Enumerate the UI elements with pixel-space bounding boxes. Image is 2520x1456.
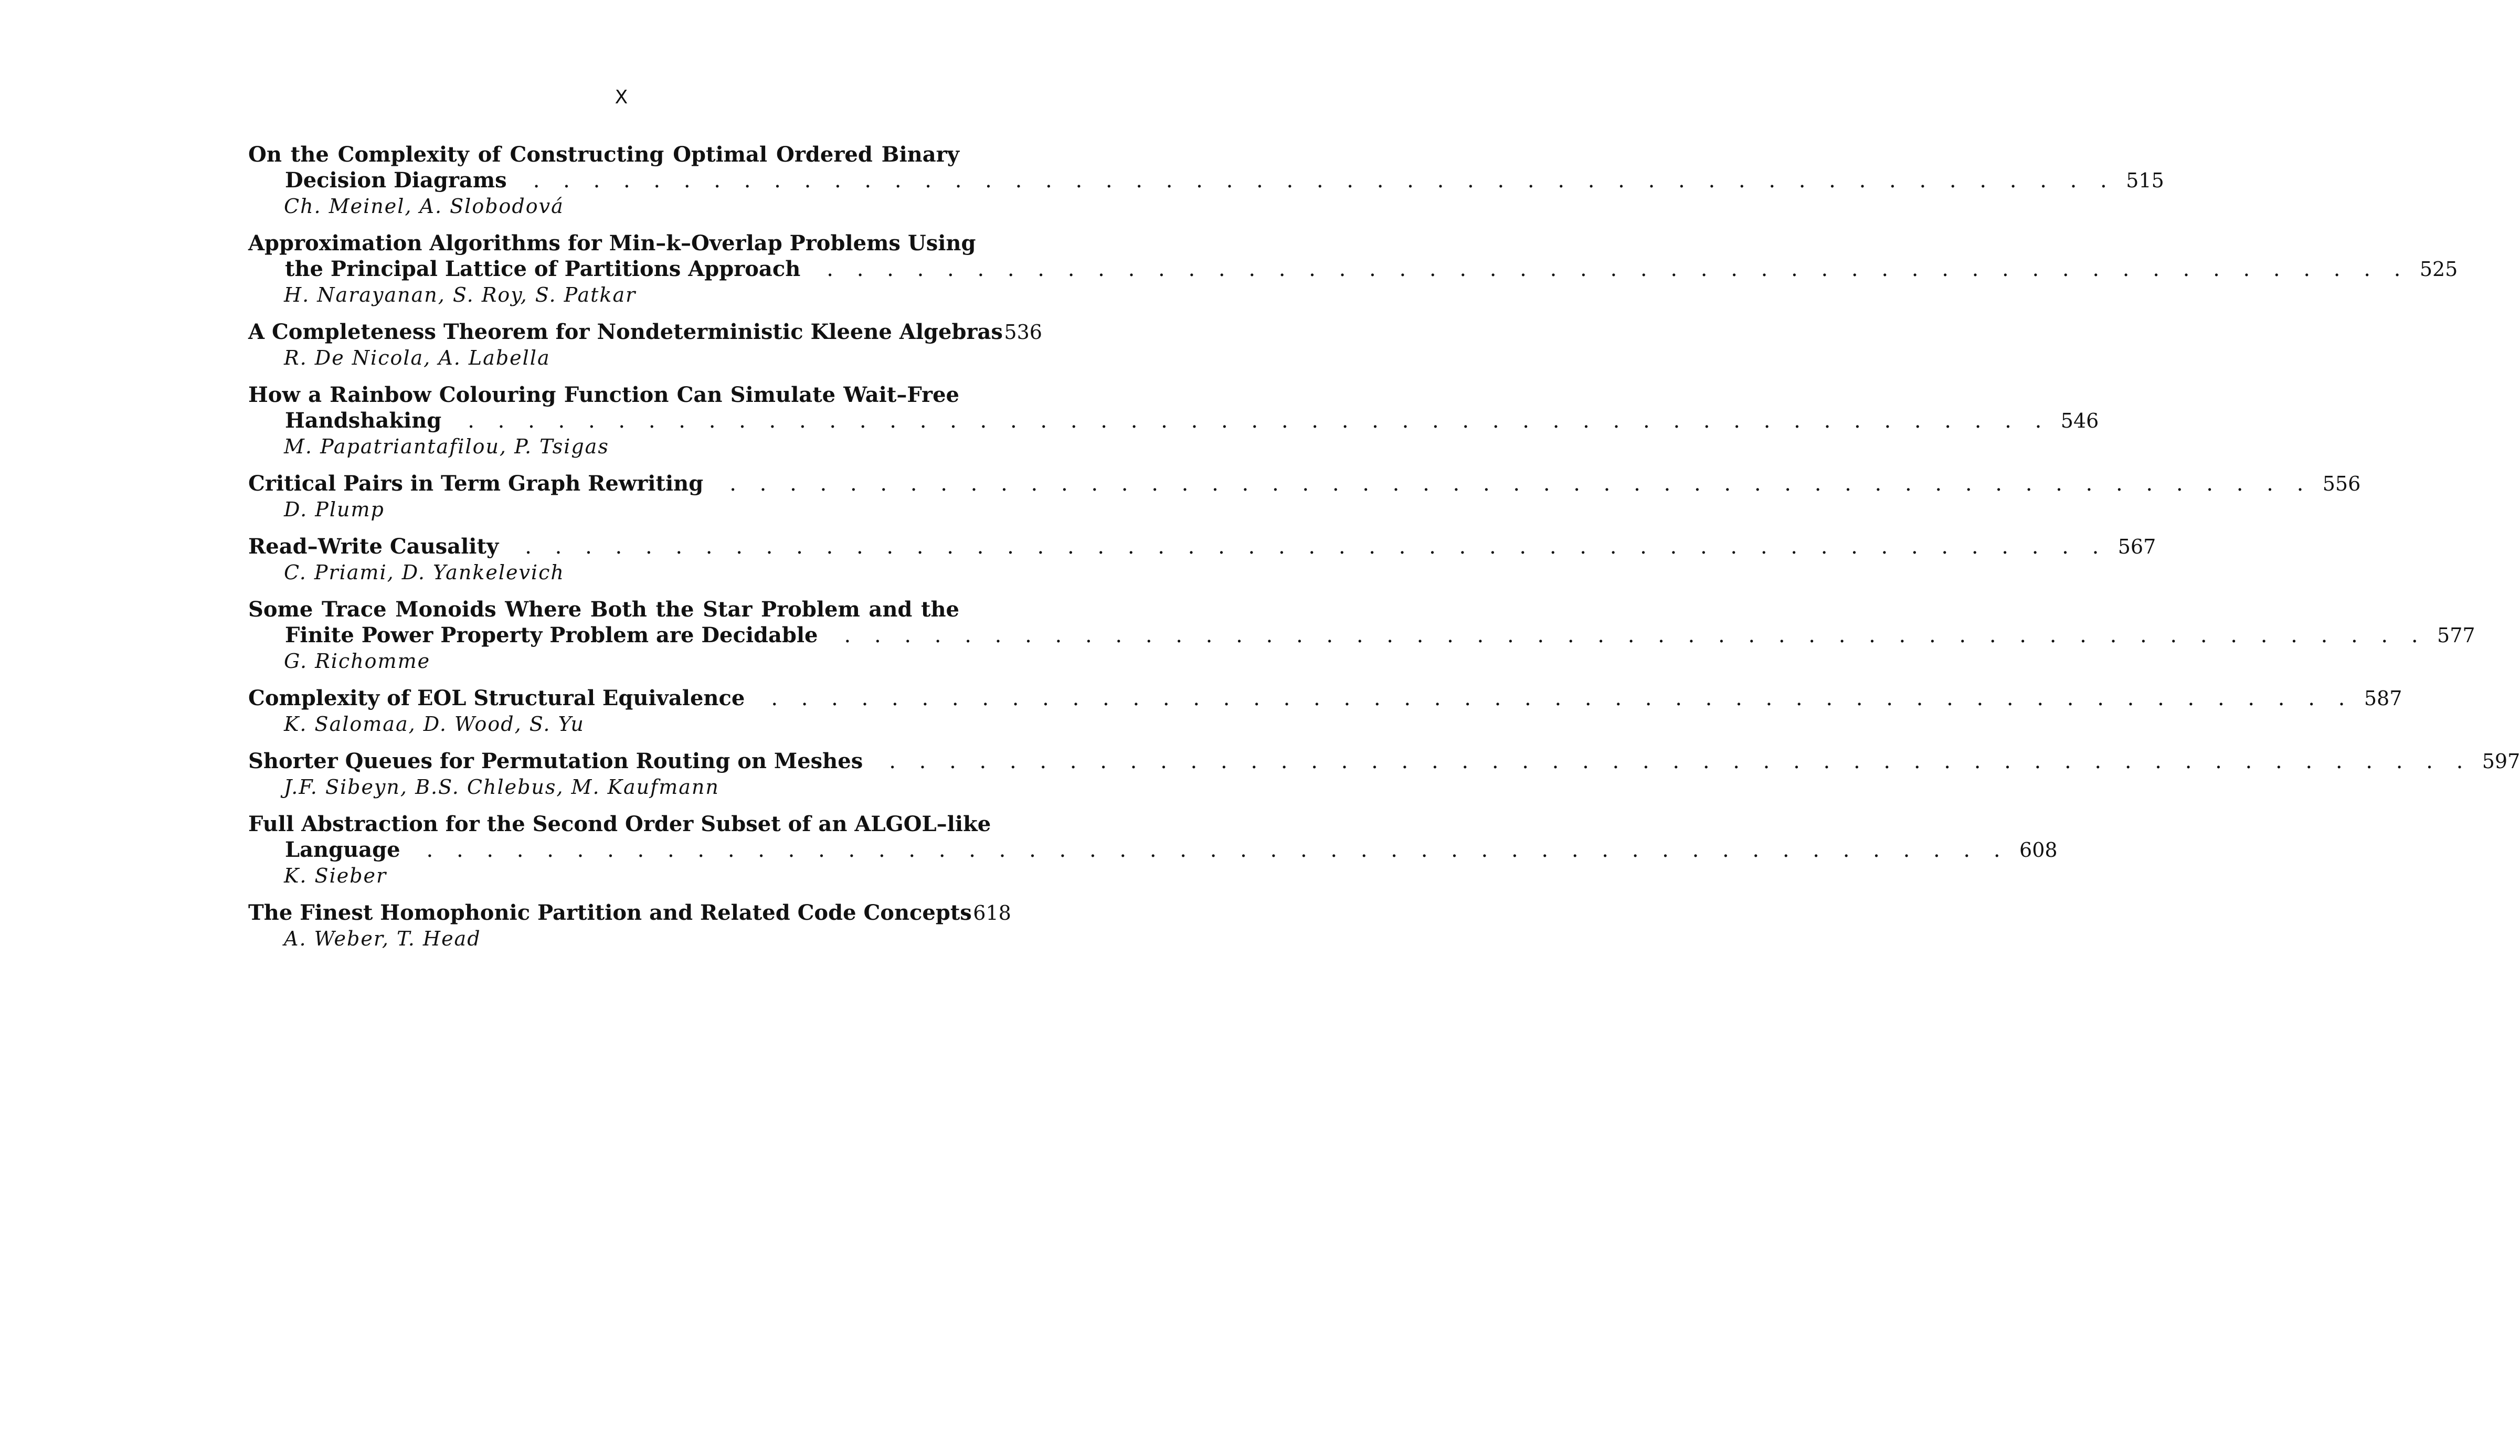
- entry-title: Decision Diagrams: [285, 168, 507, 193]
- toc-entry: [248, 142, 2164, 219]
- toc-entry: [248, 597, 2475, 674]
- toc-entry: [248, 900, 1011, 951]
- entry-title-line: [248, 622, 2475, 649]
- entry-authors: M. Papatriantafilou, P. Tsigas: [284, 435, 609, 458]
- entry-page-number: 577: [2437, 624, 2475, 647]
- toc-entry: [248, 319, 1042, 370]
- entry-authors: J.F. Sibeyn, B.S. Chlebus, M. Kaufmann: [284, 775, 719, 799]
- entry-page-number: 608: [2019, 838, 2058, 862]
- entry-title: Language: [285, 837, 400, 862]
- entry-title: On the Complexity of Constructing Optimal Ordered Binary: [248, 142, 959, 167]
- entry-title-line: [248, 534, 2156, 560]
- entry-title: The Finest Homophonic Partition and Related Code Concepts: [248, 900, 972, 925]
- entry-title: Finite Power Property Problem are Decidable: [285, 623, 818, 647]
- toc-entry: [248, 382, 2099, 459]
- entry-page-number: 536: [1004, 321, 1042, 344]
- entry-title-line: [248, 471, 2361, 497]
- entry-title: the Principal Lattice of Partitions Approach: [285, 257, 801, 281]
- entry-page-number: 546: [2060, 409, 2099, 432]
- entry-title-line: [248, 382, 999, 408]
- entry-page-number: 525: [2419, 258, 2458, 281]
- entry-title: Handshaking: [285, 408, 442, 433]
- entry-page-number: 515: [2126, 169, 2164, 192]
- entry-title: Full Abstraction for the Second Order Subset of an ALGOL–like: [248, 812, 991, 836]
- entry-title-line: [248, 900, 1011, 926]
- entry-title: Shorter Queues for Permutation Routing on Meshes: [248, 749, 863, 773]
- entry-authors: G. Richomme: [284, 650, 431, 673]
- entry-authors: D. Plump: [284, 498, 385, 521]
- toc-entry: [248, 811, 2058, 888]
- entry-title: A Completeness Theorem for Nondeterministic Kleene Algebras: [248, 320, 1003, 344]
- entry-title-line: [248, 837, 2058, 863]
- entry-title: Approximation Algorithms for Min–k–Overlap Problems Using: [248, 231, 976, 256]
- entry-title-line: [248, 167, 2164, 194]
- entry-title-line: [248, 319, 1042, 345]
- entry-title-line: [248, 142, 999, 167]
- entry-title: How a Rainbow Colouring Function Can Simulate Wait–Free: [248, 382, 959, 407]
- entry-authors: K. Sieber: [284, 864, 387, 887]
- table-of-contents: [248, 142, 2520, 963]
- entry-title-line: [248, 748, 2520, 774]
- entry-title-line: [248, 685, 2402, 711]
- entry-authors: C. Priami, D. Yankelevich: [284, 561, 565, 584]
- entry-title-line: [248, 597, 999, 622]
- entry-page-number: 618: [973, 901, 1011, 924]
- leader-dots: . . . . . . . . . . . . . . . . . . . . . . . . . . . . . . . . . . . . . . . . . . . . . . . . . . . . .: [844, 623, 2427, 647]
- leader-dots: . . . . . . . . . . . . . . . . . . . . . . . . . . . . . . . . . . . . . . . . . . . . . . . . . . . . .: [426, 838, 2009, 862]
- entry-authors: A. Weber, T. Head: [284, 927, 481, 950]
- leader-dots: . . . . . . . . . . . . . . . . . . . . . . . . . . . . . . . . . . . . . . . . . . . . . . . . . . . . .: [533, 168, 2115, 193]
- entry-title: Read–Write Causality: [248, 534, 499, 559]
- entry-title: Critical Pairs in Term Graph Rewriting: [248, 471, 704, 496]
- entry-title-line: [248, 256, 2458, 282]
- entry-page-number: 567: [2117, 535, 2156, 558]
- entry-title-line: [248, 408, 2099, 434]
- entry-title: Some Trace Monoids Where Both the Star Problem and the: [248, 597, 959, 622]
- entry-page-number: 597: [2482, 750, 2520, 773]
- entry-authors: K. Salomaa, D. Wood, S. Yu: [284, 713, 585, 736]
- leader-dots: . . . . . . . . . . . . . . . . . . . . . . . . . . . . . . . . . . . . . . . . . . . . . . . . . . . . .: [827, 257, 2409, 281]
- leader-dots: . . . . . . . . . . . . . . . . . . . . . . . . . . . . . . . . . . . . . . . . . . . . . . . . . . . . .: [525, 535, 2108, 559]
- entry-page-number: 556: [2322, 472, 2361, 495]
- toc-entry: [248, 685, 2402, 737]
- entry-page-number: 587: [2364, 687, 2402, 710]
- toc-entry: [248, 471, 2361, 522]
- toc-entry: [248, 534, 2156, 585]
- entry-title-line: [248, 230, 999, 256]
- leader-dots: . . . . . . . . . . . . . . . . . . . . . . . . . . . . . . . . . . . . . . . . . . . . . . . . . . . . .: [468, 409, 2050, 433]
- toc-entry: [248, 748, 2520, 800]
- entry-authors: R. De Nicola, A. Labella: [284, 346, 550, 369]
- page-number: X: [615, 87, 629, 108]
- entry-title: Complexity of EOL Structural Equivalence: [248, 686, 745, 710]
- leader-dots: . . . . . . . . . . . . . . . . . . . . . . . . . . . . . . . . . . . . . . . . . . . . . . . . . . . . .: [729, 472, 2312, 496]
- entry-authors: H. Narayanan, S. Roy, S. Patkar: [284, 283, 637, 306]
- toc-entry: [248, 230, 2458, 307]
- leader-dots: . . . . . . . . . . . . . . . . . . . . . . . . . . . . . . . . . . . . . . . . . . . . . . . . . . . . .: [889, 749, 2472, 773]
- entry-authors: Ch. Meinel, A. Slobodová: [284, 195, 564, 218]
- entry-title-line: [248, 811, 999, 837]
- leader-dots: . . . . . . . . . . . . . . . . . . . . . . . . . . . . . . . . . . . . . . . . . . . . . . . . . . . . .: [771, 686, 2354, 710]
